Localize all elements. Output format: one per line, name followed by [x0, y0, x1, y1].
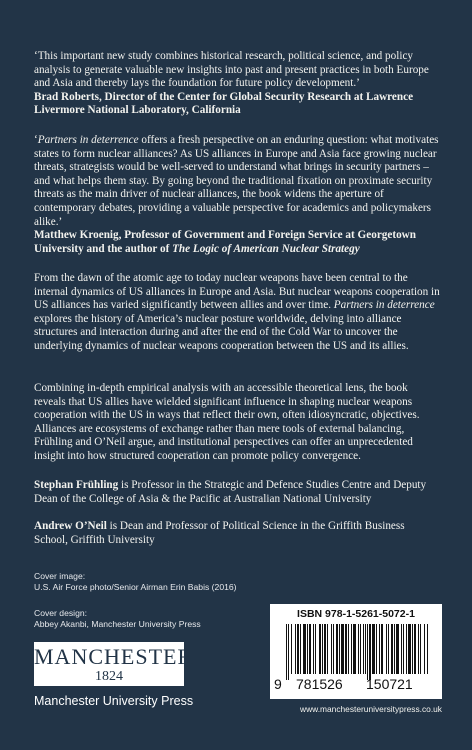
credit-value: Abbey Akanbi, Manchester University Press: [34, 618, 201, 629]
barcode-bar: [348, 624, 349, 674]
logo-badge: [34, 642, 194, 686]
barcode-bar: [363, 624, 364, 674]
barcode-bar: [381, 624, 383, 674]
barcode-bar: [351, 624, 352, 674]
credit-label: Cover design:: [34, 608, 88, 618]
review-attribution: Brad Roberts, Director of the Center for Global Security Research at Lawrence Livermore National Laboratory, California: [34, 90, 414, 117]
barcode-bar: [418, 624, 419, 674]
barcode-bar: [401, 624, 402, 674]
barcode-bar: [403, 624, 404, 674]
barcode-bar: [372, 624, 375, 674]
barcode-bar: [412, 624, 413, 674]
barcode-bar: [360, 624, 361, 674]
barcode-bar: [336, 624, 338, 674]
barcode-bar: [369, 624, 371, 680]
review-attribution: [34, 229, 440, 256]
barcode-bar: [367, 624, 368, 680]
barcode-bar: [303, 624, 306, 674]
barcode-bar: [414, 624, 416, 674]
isbn-number: ISBN 978-1-5261-5072-1: [297, 608, 415, 620]
barcode-bar: [396, 624, 399, 674]
review-blurb-roberts: [34, 50, 440, 118]
attribution-text: Matthew Kroenig, Professor of Government and Foreign Service at Georgetown University and the author of: [34, 229, 416, 255]
barcode-bar: [313, 624, 314, 674]
barcode-bar: [286, 624, 287, 680]
barcode-bar: [358, 624, 359, 674]
barcode-bar: [333, 624, 334, 674]
barcode-bar: [365, 624, 366, 674]
barcode-digit-first: 9: [274, 676, 282, 692]
barcode-bar: [424, 624, 425, 674]
cover-design-credit: [34, 608, 201, 629]
barcode-bar: [341, 624, 344, 674]
barcode-bar: [300, 624, 301, 674]
barcode-bars: [284, 624, 430, 680]
barcode-bar: [379, 624, 380, 674]
barcode-bar: [406, 624, 407, 674]
description-paragraph-2: Combining in-depth empirical analysis with an accessible theoretical lens, the book reveals that US allies have wielded significant influence in shaping nuclear weapons cooperation with the US in ways that reflect their own, often idiosyncratic, objectives. Alliances are ecosystems of exchange rather than mere tools of external balancing, Frühling and O’Neil argue, and institutional perspectives can offer an unprecedented insight into how structured cooperation can promote policy convergence.: [34, 382, 420, 462]
review-quote: [34, 134, 440, 229]
barcode-bar: [322, 624, 323, 674]
cover-image-credit: [34, 571, 237, 592]
logo-name: MANCHESTER: [34, 644, 194, 669]
credit-value: U.S. Air Force photo/Senior Airman Erin Babis (2016): [34, 581, 237, 592]
review-quote: ‘This important new study combines historical research, political science, and policy analysis to generate valuable new insights into past and present practices in both Europe and Asia and thereby lays the foundation for future policy development.’: [34, 50, 429, 90]
author-bio-fruhling: [34, 479, 440, 506]
description-paragraph-1: [34, 272, 440, 354]
barcode-bar: [297, 624, 299, 674]
barcode-bar: [295, 624, 296, 674]
publisher-logo: [34, 642, 204, 710]
author-name: Stephan Frühling: [34, 479, 119, 491]
isbn-barcode: [270, 604, 442, 699]
attribution-book: The Logic of American Nuclear Strategy: [172, 242, 360, 255]
quote-text: offers a fresh perspective on an enduring question: what motivates states to form nuclear alliances? As US alliances in Europe and Asia face growing nuclear threats, strategists would be well-served to understand what brings in security partners – and what helps them stay. By going beyond the traditional fixation on proximate security threats as the main driver of nuclear alliances, the book widens the aperture of contemporary debates, providing a valuable perspective for academics and policymakers alike.’: [34, 134, 439, 228]
barcode-bar: [394, 624, 395, 674]
description-text: From the dawn of the atomic age to today nuclear weapons have been central to the internal dynamics of US alliances in Europe and Asia. But nuclear weapons cooperation in US alliances has varied significantly between allies and over time.: [34, 272, 440, 312]
barcode-bar: [331, 624, 332, 674]
barcode-bar: [315, 624, 316, 674]
review-blurb-kroenig: [34, 134, 440, 256]
barcode-bar: [307, 624, 308, 674]
publisher-name: Manchester University Press: [34, 694, 194, 708]
author-bio-text: is Professor in the Strategic and Defence Studies Centre and Deputy Dean of the College of Asia & the Pacific at Australian National University: [34, 479, 427, 505]
book-title: Partners in deterrence: [333, 299, 435, 312]
logo-year: 1824: [95, 669, 123, 684]
barcode-bar: [288, 624, 289, 680]
barcode-digits-left: 781526: [296, 676, 343, 692]
barcode-bar: [420, 624, 421, 674]
barcode-bar: [427, 624, 428, 674]
barcode-bar: [327, 624, 328, 674]
barcode-bar: [324, 624, 326, 674]
author-bio-text: is Dean and Professor of Political Science in the Griffith Business School, Griffith University: [34, 520, 405, 546]
barcode-bar: [319, 624, 321, 674]
author-bio-oneil: [34, 520, 440, 547]
barcode-bar: [309, 624, 311, 674]
credit-label: Cover image:: [34, 571, 86, 581]
publisher-website: www.manchesteruniversitypress.co.uk: [300, 704, 442, 714]
barcode-digits-right: 150721: [366, 676, 413, 692]
author-name: Andrew O’Neil: [34, 520, 107, 532]
description-text-rest: explores the history of America’s nuclear posture worldwide, delving into alliance structures and interaction during and after the end of the Cold War to uncover the underlying dynamics of nuclear weapons cooperation between the US and its allies.: [34, 312, 409, 352]
barcode-bar: [339, 624, 340, 674]
barcode-bar: [408, 624, 411, 674]
barcode-bar: [388, 624, 389, 674]
book-title: Partners in deterrence: [37, 134, 139, 146]
quote-open: ‘: [34, 134, 38, 146]
barcode-bar: [353, 624, 356, 674]
barcode-bar: [391, 624, 393, 674]
barcode-bar: [291, 624, 292, 674]
barcode-bar: [386, 624, 387, 674]
barcode-bar: [345, 624, 347, 674]
barcode-bar: [376, 624, 377, 674]
